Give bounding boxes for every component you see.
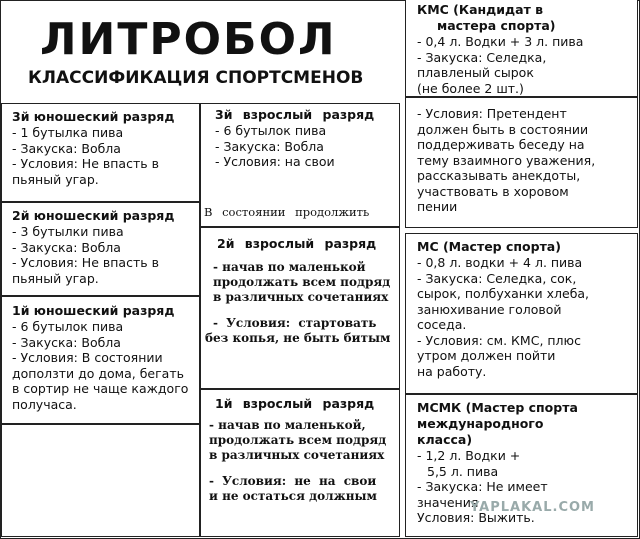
youth-3-card	[1, 103, 200, 202]
kms-cond-line-3: поддерживать беседу на	[417, 137, 585, 152]
kms-cond-line-7: пении	[417, 199, 458, 214]
poster-title: ЛИТРОБОЛ	[40, 14, 337, 65]
kms-heading-1: КМС (Кандидат в	[417, 2, 544, 17]
poster-subtitle: КЛАССИФИКАЦИЯ СПОРТСМЕНОВ	[28, 68, 364, 88]
msmk-line-2: 5,5 л. пива	[427, 463, 499, 479]
msmk-line-4: значения	[417, 494, 479, 510]
youth-1-line-6: получаса.	[12, 396, 77, 412]
youth-1-line-3: - Условия: В состоянии	[12, 350, 163, 365]
msmk-line-1: - 1,2 л. Водки +	[417, 448, 521, 463]
kms-cond-line-2: должен быть в состоянии	[417, 121, 589, 137]
kms-cond-line-6: участвовать в хоровом	[417, 183, 569, 199]
kms-cond-line-1: - Условия: Претендент	[417, 106, 567, 121]
msmk-heading-3: класса)	[417, 432, 473, 447]
adult-2-card	[200, 227, 400, 389]
adult-2-line-5: - Условия: стартовать	[213, 316, 377, 330]
adult-2-line-3: в различных сочетаниях	[213, 290, 389, 304]
adult-1-line-3: в различных сочетаниях	[209, 448, 385, 462]
kms-cond-line-4: тему взаимного уважения,	[417, 152, 596, 168]
youth-3-line-1: - 1 бутылка пива	[12, 125, 124, 140]
kms-conditions-card	[405, 97, 638, 228]
kms-line-3: плавленый сырок	[417, 65, 534, 80]
ms-line-3: сырок, полбуханки хлеба,	[417, 286, 590, 301]
youth-2-line-2: - Закуска: Вобла	[12, 239, 121, 255]
kms-card	[405, 0, 638, 97]
adult-3-extra: В состоянии продолжить	[204, 205, 370, 219]
adult-3-line-2: - Закуска: Вобла	[215, 138, 324, 154]
adult-2-line-2: продолжать всем подряд	[213, 275, 391, 289]
ms-line-7: утром должен пойти	[417, 348, 556, 363]
youth-2-card	[1, 202, 200, 296]
adult-1-line-6: и не остаться должным	[209, 489, 377, 503]
adult-2-line-1: - начав по маленькой	[213, 260, 366, 274]
youth-1-line-2: - Закуска: Вобла	[12, 334, 121, 350]
adult-1-line-1: - начав по маленькой,	[209, 418, 366, 432]
kms-cond-line-5: рассказывать анекдоты,	[417, 168, 581, 183]
youth-empty-card	[1, 424, 200, 537]
msmk-line-5: Условия: Выжить.	[417, 510, 535, 525]
adult-3-heading: 3й взрослый разряд	[215, 107, 375, 122]
adult-1-line-2: продолжать всем подряд	[209, 433, 387, 447]
youth-2-line-1: - 3 бутылки пива	[12, 224, 124, 239]
kms-line-2: - Закуска: Селедка,	[417, 49, 547, 65]
msmk-card	[405, 394, 638, 537]
youth-1-heading: 1й юношеский разряд	[12, 303, 175, 318]
youth-2-line-3: - Условия: Не впасть в	[12, 255, 159, 270]
youth-2-heading: 2й юношеский разряд	[12, 208, 175, 223]
adult-1-line-4	[209, 463, 386, 474]
msmk-line-3: - Закуска: Не имеет	[417, 479, 548, 494]
adult-3-line-3: - Условия: на свои	[215, 154, 335, 169]
ms-line-8: на работу.	[417, 363, 487, 379]
adult-2-line-4	[213, 305, 390, 316]
adult-2-heading: 2й взрослый разряд	[217, 236, 377, 251]
kms-line-1: - 0,4 л. Водки + 3 л. пива	[417, 34, 584, 49]
ms-heading: МС (Мастер спорта)	[417, 239, 561, 254]
kms-line-4: (не более 2 шт.)	[417, 80, 524, 96]
youth-1-line-1: - 6 бутылок пива	[12, 319, 124, 334]
adult-1-line-5: - Условия: не на свои	[209, 474, 377, 488]
ms-line-4: занюхивание головой	[417, 301, 562, 317]
ms-line-2: - Закуска: Селедка, сок,	[417, 270, 577, 286]
adult-1-heading: 1й взрослый разряд	[215, 396, 375, 411]
adult-3-line-1: - 6 бутылок пива	[215, 123, 327, 138]
adult-2-line-6: без копья, не быть битым	[205, 331, 391, 345]
youth-3-heading: 3й юношеский разряд	[12, 109, 175, 124]
youth-1-card	[1, 296, 200, 424]
ms-line-5: соседа.	[417, 317, 467, 332]
youth-1-line-4: доползти до дома, бегать	[12, 365, 184, 381]
adult-1-card	[200, 389, 400, 537]
kms-heading-2: мастера спорта)	[437, 18, 556, 33]
msmk-heading-1: МСМК (Мастер спорта	[417, 400, 578, 415]
youth-2-line-4: пьяный угар.	[12, 270, 99, 286]
ms-line-6: - Условия: см. КМС, плюс	[417, 332, 581, 348]
youth-3-line-4: пьяный угар.	[12, 171, 99, 187]
youth-3-line-2: - Закуска: Вобла	[12, 140, 121, 156]
youth-3-line-3: - Условия: Не впасть в	[12, 156, 159, 171]
adult-3-card	[200, 103, 400, 227]
ms-card	[405, 233, 638, 394]
ms-line-1: - 0,8 л. водки + 4 л. пива	[417, 255, 583, 270]
youth-1-line-5: в сортир не чаще каждого	[12, 381, 189, 396]
watermark-logo: YAPLAKAL.COM	[470, 500, 595, 515]
msmk-heading-2: международного	[417, 416, 544, 431]
